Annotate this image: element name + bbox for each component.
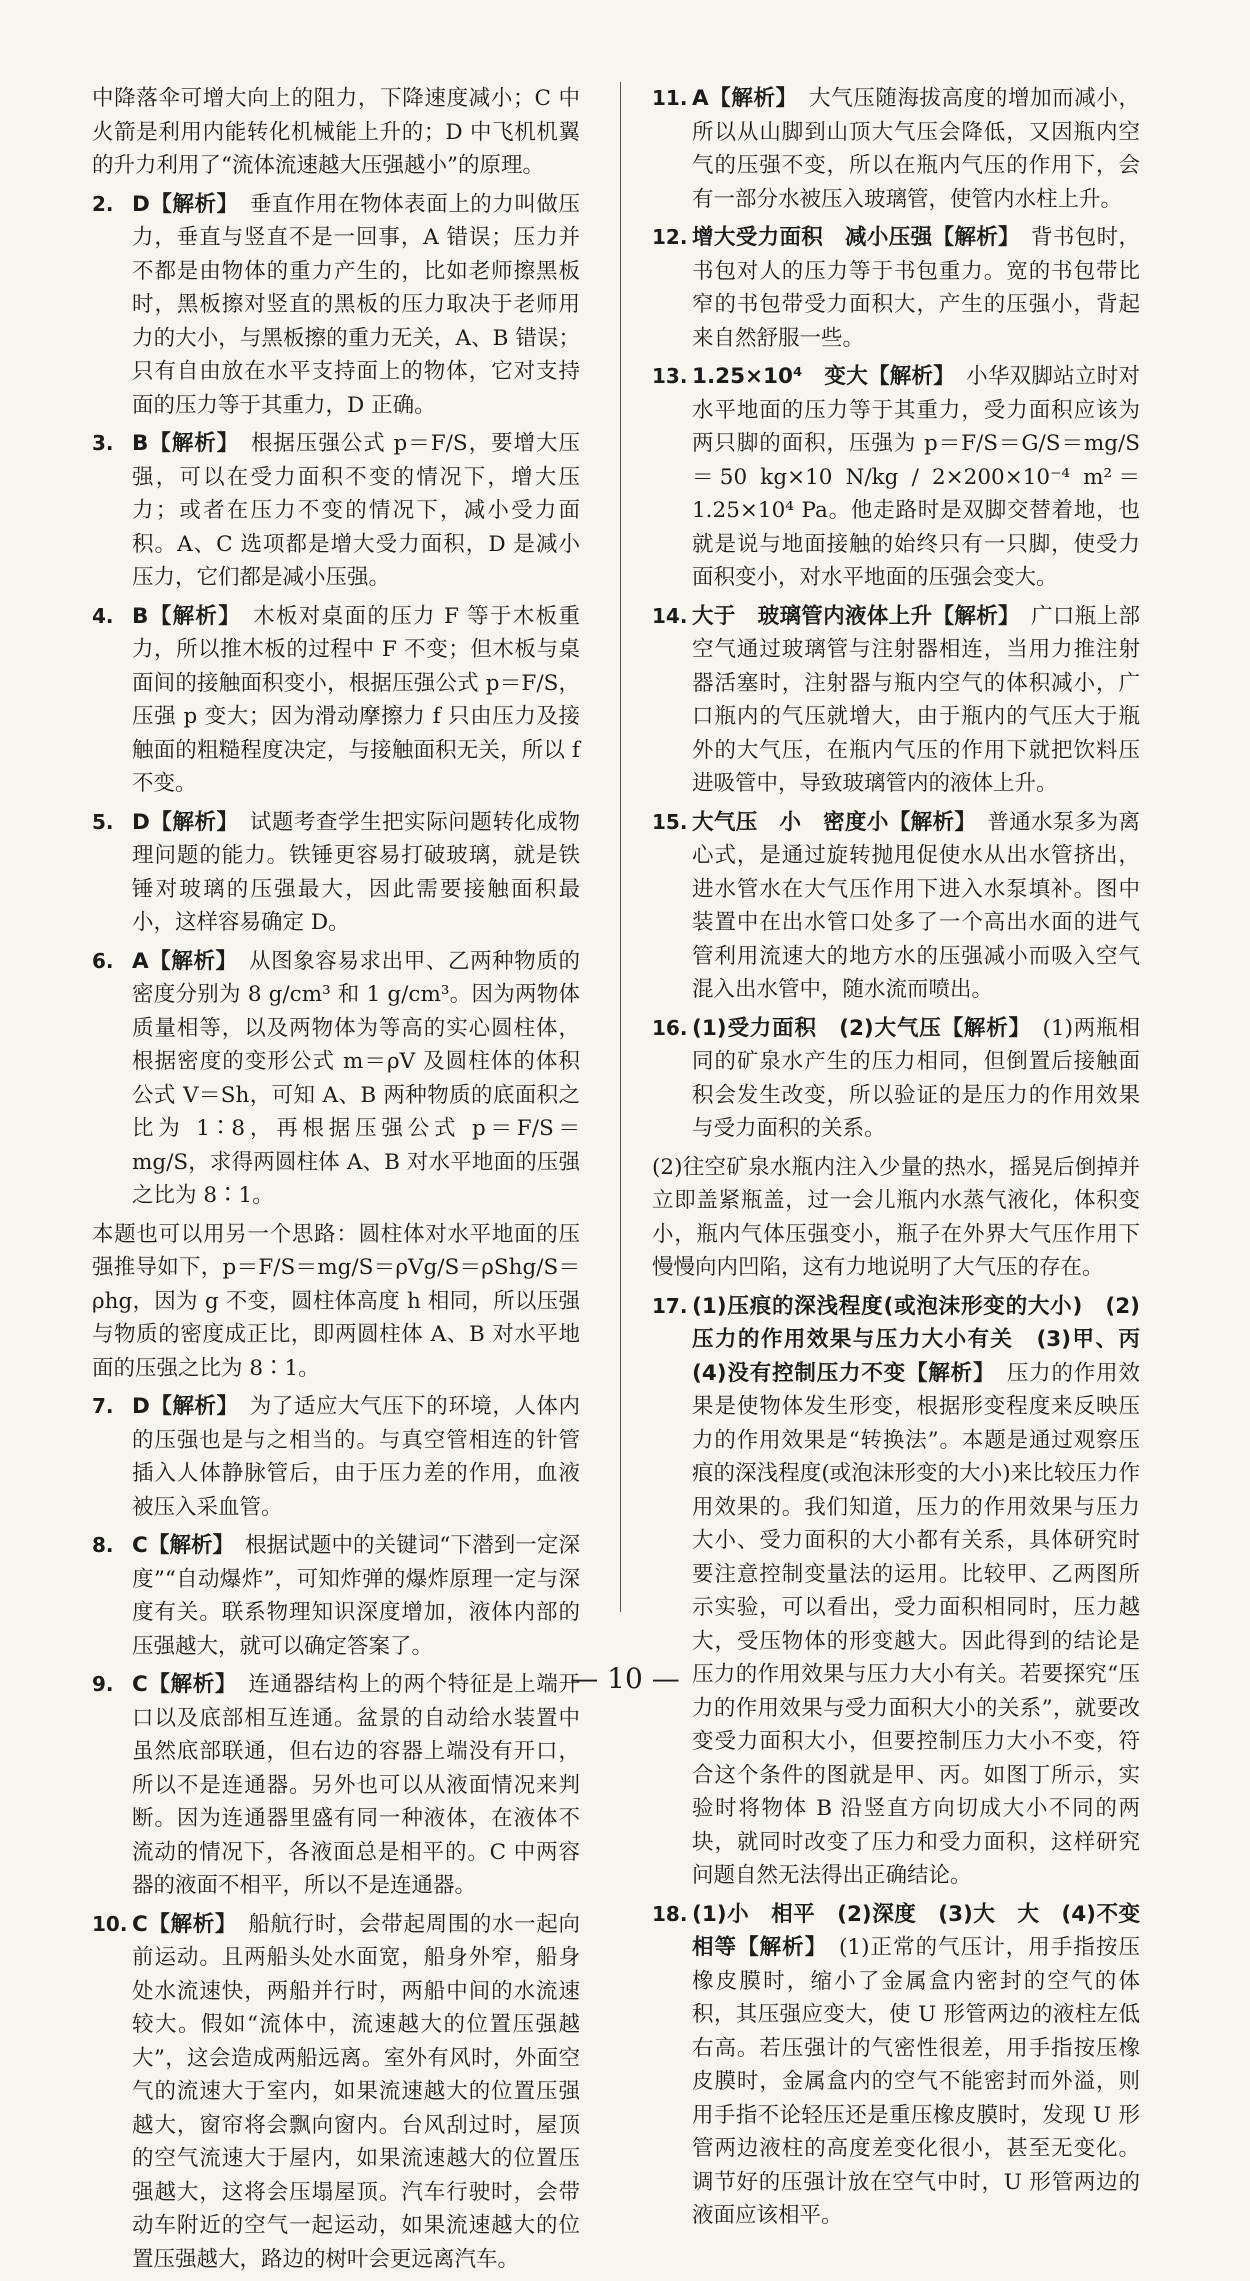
page-number: — 10 — (570, 1662, 680, 1695)
answer-item (652, 1012, 1140, 1146)
analysis-tag: 【解析】 (932, 225, 1010, 250)
question-number: 17. (652, 1293, 688, 1318)
answer-value: C (132, 1672, 148, 1697)
answer-item (652, 82, 1140, 216)
answer-item (92, 945, 580, 1213)
analysis-tag: 【解析】 (148, 603, 231, 629)
analysis-text: 小华双脚站立时对水平地面的压力等于其重力，受力面积应该为两只脚的面积，压强为 p＝F/S＝G/S＝mg/S＝50 kg×10 N/kg / 2×200×10⁻⁴ m²＝1.25×10⁴ Pa。他走路时是双脚交替着地，也就是说与地面接触的始终只有一只脚，使受力面积变小，对水平地面的压强会变大。 (692, 364, 1140, 590)
analysis-text: (1)正常的气压计，用手指按压橡皮膜时，缩小了金属盒内密封的空气的体积，其压强应变大，使 U 形管两边的液柱左低右高。若压强计的气密性很差，用手指按压橡皮膜时，金属盒内的空气不能密封而外溢，则用手指不论轻压还是重压橡皮膜时，发现 U 形管两边液柱的高度差变化很小，甚至无变化。调节好的压强计放在空气中时，U 形管两边的液面应该相平。 (692, 1935, 1140, 2228)
answer-item (652, 1290, 1162, 1893)
question-number: 8. (92, 1533, 114, 1557)
answer-value: C (132, 1911, 148, 1937)
answer-item (92, 600, 580, 801)
analysis-tag: 【解析】 (149, 809, 228, 835)
analysis-text: 垂直作用在物体表面上的力叫做压力，垂直与竖直不是一回事，A 错误；压力并不都是由物体的重力产生的，比如老师擦黑板时，黑板擦对竖直的黑板的压力取决于老师用力的大小，与黑板擦的重力无关，A、B 错误；只有自由放在水平支持面上的物体，它对支持面的压力等于其重力，D 正确。 (132, 191, 580, 418)
answer-value: 1.25×10⁴ 变大 (692, 364, 868, 389)
question-number: 3. (92, 431, 114, 455)
question-number: 18. (652, 1901, 688, 1926)
answer-value: A (132, 948, 149, 974)
answer-continuation (652, 1151, 1140, 1285)
analysis-text: 试题考查学生把实际问题转化成物理问题的能力。铁锤更容易打破玻璃，就是铁锤对玻璃的压强最大，因此需要接触面积最小，这样容易确定 D。 (132, 809, 580, 935)
analysis-tag: 【解析】 (867, 364, 945, 389)
analysis-tag: 【解析】 (941, 1015, 1021, 1041)
analysis-tag: 【解析】 (149, 191, 228, 217)
analysis-text: 背书包时，书包对人的压力等于书包重力。宽的书包带比窄的书包带受力面积大，产生的压强小，背起来自然舒服一些。 (692, 225, 1140, 351)
answer-value: (1)小 相平 (2)深度 (3)大 大 (4)不变 相等 (692, 1901, 1162, 1960)
analysis-tag: 【解析】 (147, 1911, 227, 1937)
answer-value: 大于 玻璃管内液体上升 (692, 603, 933, 629)
question-number: 4. (92, 603, 114, 628)
answer-value: D (132, 1394, 150, 1419)
answer-item (92, 188, 580, 423)
question-number: 16. (652, 1015, 688, 1040)
answer-item (652, 1898, 1162, 2233)
answer-item (92, 1908, 580, 2277)
question-number: 13. (652, 364, 688, 388)
answer-item (652, 600, 1140, 801)
analysis-text: 从图象容易求出甲、乙两种物质的密度分别为 8 g/cm³ 和 1 g/cm³。因为两物体质量相等，以及两物体为等高的实心圆柱体，根据密度的变形公式 m＝ρV 及圆柱体的体积公式 V＝Sh，可知 A、B 两种物质的底面积之比为 1∶8，再根据压强公式 p＝F/S＝mg/S，求得两圆柱体 A、B 对水平地面的压强之比为 8∶1。 (132, 948, 580, 1208)
analysis-text: 木板对桌面的压力 F 等于木板重力，所以推木板的过程中 F 不变；但木板与桌面间的接触面积变小，根据压强公式 p＝F/S，压强 p 变大；因为滑动摩擦力 f 只由压力及接触面的粗糙程度决定，与接触面积无关，所以 f 不变。 (132, 603, 580, 796)
right-column (652, 82, 1162, 2238)
column-divider (620, 82, 621, 1612)
question-number: 15. (652, 809, 688, 834)
analysis-tag: 【解析】 (147, 1533, 224, 1558)
question-number: 12. (652, 225, 688, 249)
analysis-text: 本题也可以用另一个思路：圆柱体对水平地面的压强推导如下，p＝F/S＝mg/S＝ρVg/S＝ρShg/S＝ρhg，因为 g 不变，圆柱体高度 h 相同，所以压强与物质的密度成正比，即两圆柱体 A、B 对水平地面的压强之比为 8∶1。 (92, 1221, 580, 1381)
analysis-tag: 【解析】 (147, 1672, 227, 1697)
question-number: 11. (652, 86, 688, 110)
analysis-text: 船航行时，会带起周围的水一起向前运动。且两船头处水面宽，船身外窄，船身处水流速快，两船并行时，两船中间的水流速较大。假如“流体中，流速越大的位置压强越大”，这会造成两船远离。室外有风时，外面空气的流速大于室内，如果流速越大的位置压强越大，窗帘将会飘向窗内。台风刮过时，屋顶的空气流速大于屋内，如果流速越大的位置压强越大，这将会压塌屋顶。汽车行驶时，会带动车附近的空气一起运动，如果流速越大的位置压强越大，路边的树叶会更远离汽车。 (132, 1911, 580, 2272)
analysis-text: 广口瓶上部空气通过玻璃管与注射器相连，当用力推注射器活塞时，注射器与瓶内空气的体积减小，广口瓶内的气压就增大，由于瓶内的气压大于瓶外的大气压，在瓶内气压的作用下就把饮料压进吸管中，导致玻璃管内的液体上升。 (692, 603, 1140, 796)
analysis-text: 根据压强公式 p＝F/S，要增大压强，可以在受力面积不变的情况下，增大压力；或者在压力不变的情况下，减小受力面积。A、C 选项都是增大受力面积，D 是减小压力，它们都是减小压强。 (132, 431, 580, 590)
answer-value: 大气压 小 密度小 (692, 809, 889, 835)
question-number: 2. (92, 191, 114, 216)
analysis-text: (1)两瓶相同的矿泉水产生的压力相同，但倒置后接触面积会发生改变，所以验证的是压力的作用效果与受力面积的关系。 (692, 1015, 1140, 1141)
analysis-tag: 【解析】 (148, 431, 229, 456)
answer-continuation (92, 82, 580, 183)
analysis-tag: 【解析】 (888, 809, 966, 835)
analysis-text: 连通器结构上的两个特征是上端开口以及底部相互连通。盆景的自动给水装置中虽然底部联通，但右边的容器上端没有开口，所以不是连通器。另外也可以从液面情况来判断。因为连通器里盛有同一种液体，在液体不流动的情况下，各液面总是相平的。C 中两容器的液面不相平，所以不是连通器。 (132, 1672, 580, 1898)
analysis-text: 中降落伞可增大向上的阻力，下降速度减小；C 中火箭是利用内能转化机械能上升的；D 中飞机机翼的升力利用了“流体流速越大压强越小”的原理。 (92, 86, 580, 178)
analysis-text: 为了适应大气压下的环境，人体内的压强也是与之相当的。与真空管相连的针管插入人体静脉管后，由于压力差的作用，血液被压入采血管。 (132, 1394, 580, 1520)
analysis-text: 大气压随海拔高度的增加而减小，所以从山脚到山顶大气压会降低，又因瓶内空气的压强不变，所以在瓶内气压的作用下，会有一部分水被压入玻璃管，使管内水柱上升。 (692, 86, 1140, 212)
question-number: 9. (92, 1672, 114, 1696)
answer-item (92, 1529, 580, 1663)
answer-value: (1)压痕的深浅程度(或泡沫形变的大小) (2)压力的作用效果与压力大小有关 (3)甲、丙 (4)没有控制压力不变 (692, 1293, 1162, 1386)
question-number: 7. (92, 1394, 114, 1418)
question-number: 5. (92, 809, 114, 834)
answer-item (652, 360, 1140, 595)
answer-value: B (132, 431, 149, 456)
answer-value: D (132, 809, 150, 835)
answer-item (92, 1390, 580, 1524)
analysis-tag: 【解析】 (737, 1935, 817, 1960)
answer-value: D (132, 191, 150, 217)
analysis-text: 普通水泵多为离心式，是通过旋转抛甩促使水从出水管挤出，进水管水在大气压作用下进入水泵填补。图中装置中在出水管口处多了一个高出水面的进气管利用流速大的地方水的压强减小而吸入空气混入出水管中，随水流而喷出。 (692, 809, 1140, 1002)
answer-value: A (692, 86, 709, 111)
answer-item (92, 806, 580, 940)
analysis-tag: 【解析】 (149, 1394, 228, 1419)
answer-item (652, 806, 1140, 1007)
question-number: 14. (652, 603, 688, 628)
answer-value: (1)受力面积 (2)大气压 (692, 1015, 942, 1041)
analysis-text: 压力的作用效果是使物体发生形变，根据形变程度来反映压力的作用效果是“转换法”。本题是通过观察压痕的深浅程度(或泡沫形变的大小)来比较压力作用效果的。我们知道，压力的作用效果与压力大小、受力面积的大小都有关系，具体研究时要注意控制变量法的运用。比较甲、乙两图所示实验，可以看出，受力面积相同时，压力越大，受压物体的形变越大。因此得到的结论是压力的作用效果与压力大小有关。若要探究“压力的作用效果与受力面积大小的关系”，就要改变受力面积大小，但要控制压力大小不变，符合这个条件的图就是甲、丙。如图丁所示，实验时将物体 B 沿竖直方向切成大小不同的两块，就同时改变了压力和受力面积，这样研究问题自然无法得出正确结论。 (692, 1360, 1140, 1888)
analysis-tag: 【解析】 (148, 948, 227, 974)
answer-item (92, 1668, 580, 1903)
answer-item (652, 221, 1140, 355)
analysis-tag: 【解析】 (906, 1360, 985, 1386)
analysis-tag: 【解析】 (932, 603, 1010, 629)
answer-value: C (132, 1533, 148, 1558)
analysis-tag: 【解析】 (708, 86, 787, 111)
answer-item (92, 427, 580, 595)
left-column (92, 82, 580, 2281)
question-number: 10. (92, 1911, 128, 1936)
analysis-text: 根据试题中的关键词“下潜到一定深度”“自动爆炸”，可知炸弹的爆炸原理一定与深度有关。联系物理知识深度增加，液体内部的压强越大，就可以确定答案了。 (132, 1533, 580, 1659)
answer-value: 增大受力面积 减小压强 (692, 225, 933, 250)
answer-continuation (92, 1218, 580, 1386)
answer-value: B (132, 603, 149, 629)
question-number: 6. (92, 948, 114, 973)
analysis-text: (2)往空矿泉水瓶内注入少量的热水，摇晃后倒掉并立即盖紧瓶盖，过一会儿瓶内水蒸气液化，体积变小，瓶内气体压强变小，瓶子在外界大气压作用下慢慢向内凹陷，这有力地说明了大气压的存在。 (652, 1154, 1140, 1280)
